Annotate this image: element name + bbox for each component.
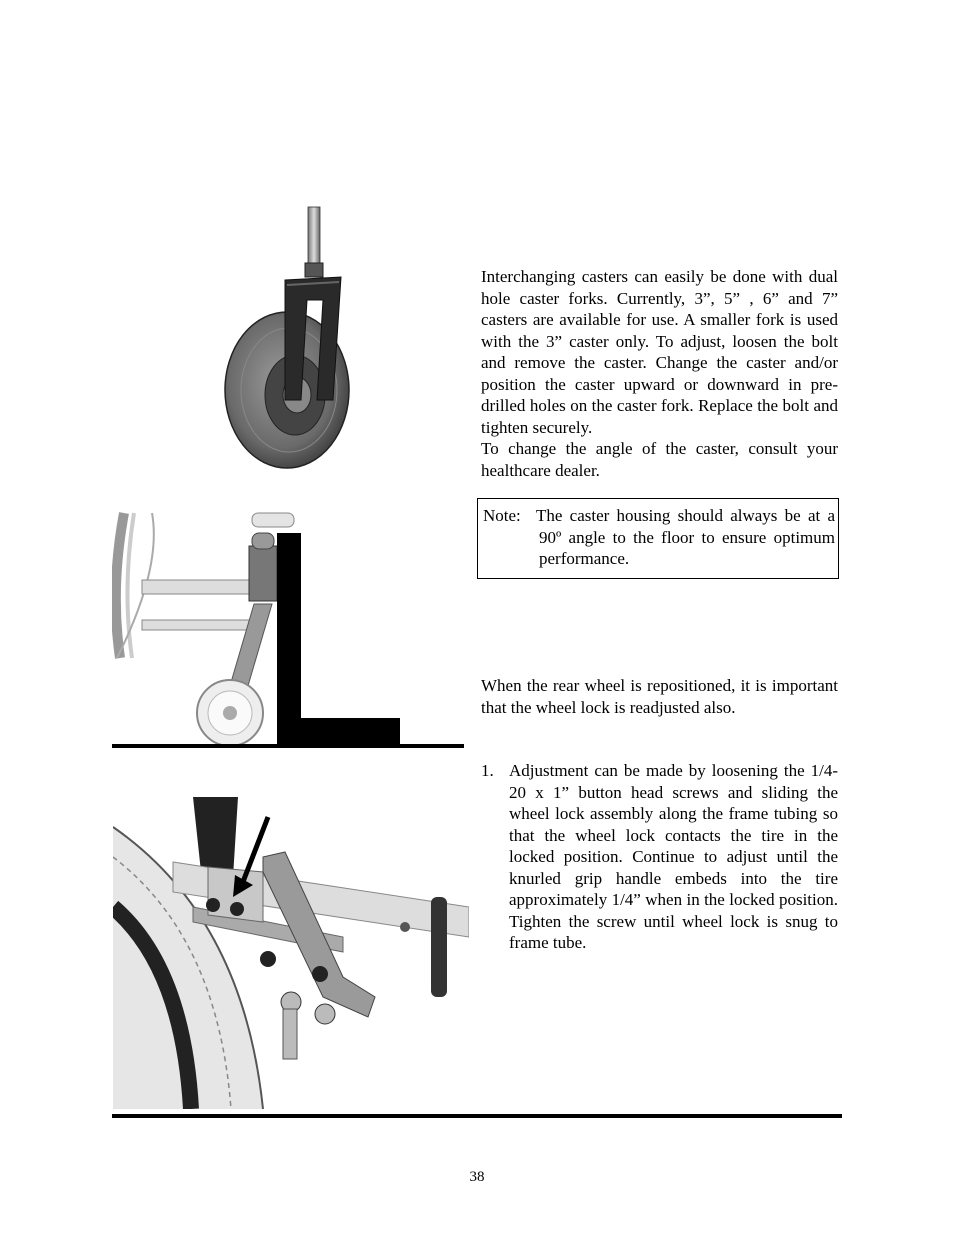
list-item <box>481 760 838 954</box>
step-number: 1. <box>481 761 494 780</box>
page-number: 38 <box>469 1169 485 1185</box>
note-label: Note: <box>483 506 521 525</box>
caster-angle-paragraph: To change the angle of the caster, consult your healthcare dealer. <box>481 439 838 480</box>
step-text: Adjustment can be made by loosening the 1/4-20 x 1” button head screws and sliding the wheel lock assembly along the frame tubing so that the wheel lock contacts the tire in the locked position. Continue to adjust until the knurled grip handle embeds into the tire approximately 1/4” when in the locked position. Tighten the screw until wheel lock is snug to frame tube. <box>509 761 838 952</box>
section-divider <box>112 1114 842 1118</box>
wheel-lock-illustration <box>113 797 469 1109</box>
caster-paragraph: Interchanging casters can easily be done with dual hole caster forks. Currently, 3”, 5” , 6” and 7” casters are available for use. A smaller fork is used with the 3” caster only. To adjust, loosen the bolt and remove the caster. Change the caster and/or position the caster upward or downward in pre-drilled holes on the caster fork. Replace the bolt and tighten securely. <box>481 267 838 437</box>
note-text: The caster housing should always be at a 90º angle to the floor to ensure optimum performance. <box>536 506 835 568</box>
caster-note-box <box>477 498 839 579</box>
caster-fork-illustration <box>215 205 355 470</box>
wheel-lock-steps <box>481 760 838 954</box>
caster-angle-illustration <box>112 508 464 750</box>
wheel-lock-intro: When the rear wheel is repositioned, it is important that the wheel lock is readjusted also. <box>481 676 838 717</box>
